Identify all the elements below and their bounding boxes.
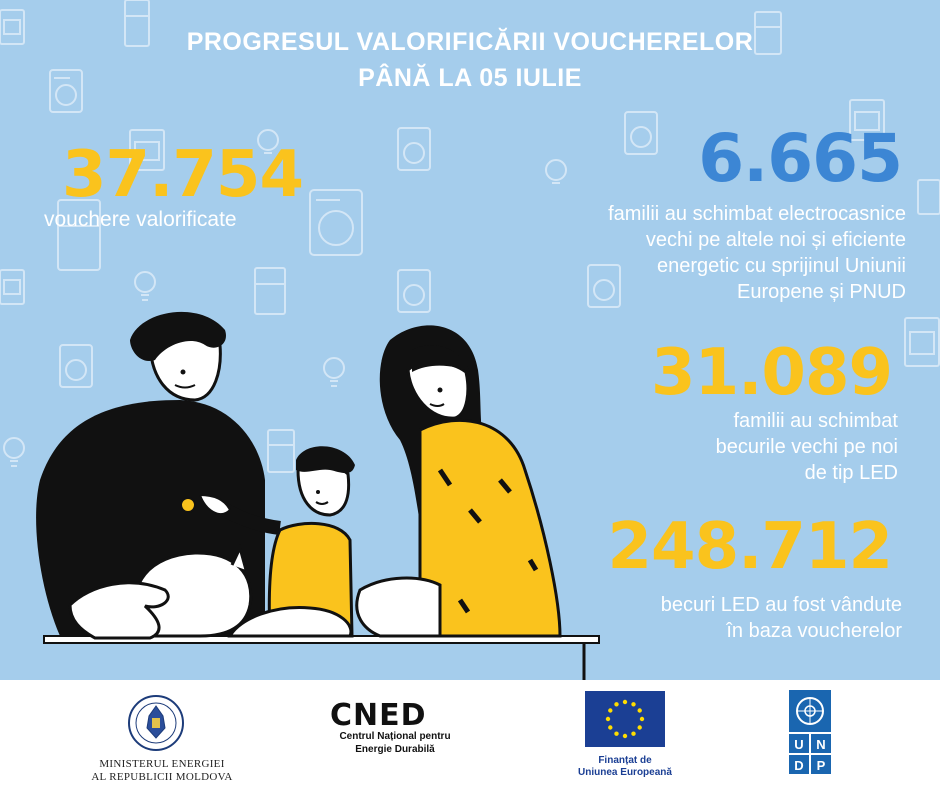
ministry-caption: MINISTERUL ENERGIEI AL REPUBLICII MOLDOVA xyxy=(91,758,233,783)
page-title-line1: PROGRESUL VALORIFICĂRII VOUCHERELOR xyxy=(186,28,754,56)
stat-led-bulbs-label: becuri LED au fost vândute în baza voucherelor xyxy=(660,594,902,642)
cned-caption: Centrul Național pentru Energie Durabilă xyxy=(339,731,451,755)
washing-machine-icon xyxy=(625,112,657,154)
eu-star xyxy=(640,717,644,721)
coin-icon xyxy=(181,498,195,512)
eu-caption: Finanțat de Uniunea Europeană xyxy=(578,755,672,778)
eu-star xyxy=(638,708,642,712)
svg-text:D: D xyxy=(794,758,804,773)
page-title-line2: PÂNĂ LA 05 IULIE xyxy=(358,64,582,92)
stat-appliances-label: familii au schimbat electrocasnice vechi pe altele noi și eficiente energetic cu sprijinul Uniunii Europene și PNUD xyxy=(608,203,906,303)
stat-led-bulbs-value: 248.712 xyxy=(607,510,892,584)
oven-icon xyxy=(0,270,24,304)
washing-machine-icon xyxy=(398,128,430,170)
cned-logo: CNED xyxy=(330,698,427,733)
eu-star xyxy=(623,734,627,738)
eu-star xyxy=(608,708,612,712)
eu-star xyxy=(608,725,612,729)
undp-logo xyxy=(789,690,831,774)
stat-led-families-value: 31.089 xyxy=(651,336,892,410)
stat-appliances-value: 6.665 xyxy=(698,120,902,197)
eu-star xyxy=(638,725,642,729)
eu-star xyxy=(631,732,635,736)
family-illustration xyxy=(0,300,620,680)
svg-text:N: N xyxy=(816,737,826,752)
oven-icon xyxy=(905,318,939,366)
lightbulb-icon xyxy=(546,160,566,183)
eu-flag-logo xyxy=(585,691,665,747)
oven-icon xyxy=(918,180,940,214)
lightbulb-icon xyxy=(135,272,155,300)
washing-machine-icon xyxy=(310,190,362,255)
svg-text:P: P xyxy=(816,758,826,773)
eu-star xyxy=(614,702,618,706)
svg-text:U: U xyxy=(794,737,804,752)
eu-star xyxy=(606,717,610,721)
eu-star xyxy=(614,732,618,736)
eu-star xyxy=(623,700,627,704)
eu-star xyxy=(631,702,635,706)
stat-led-families-label: familii au schimbat becurile vechi pe noi de tip LED xyxy=(715,410,898,484)
stat-vouchers-value: 37.754 xyxy=(62,138,303,212)
stat-vouchers-label: vouchere valorificate xyxy=(44,208,237,231)
ministry-seal-logo xyxy=(127,694,185,752)
